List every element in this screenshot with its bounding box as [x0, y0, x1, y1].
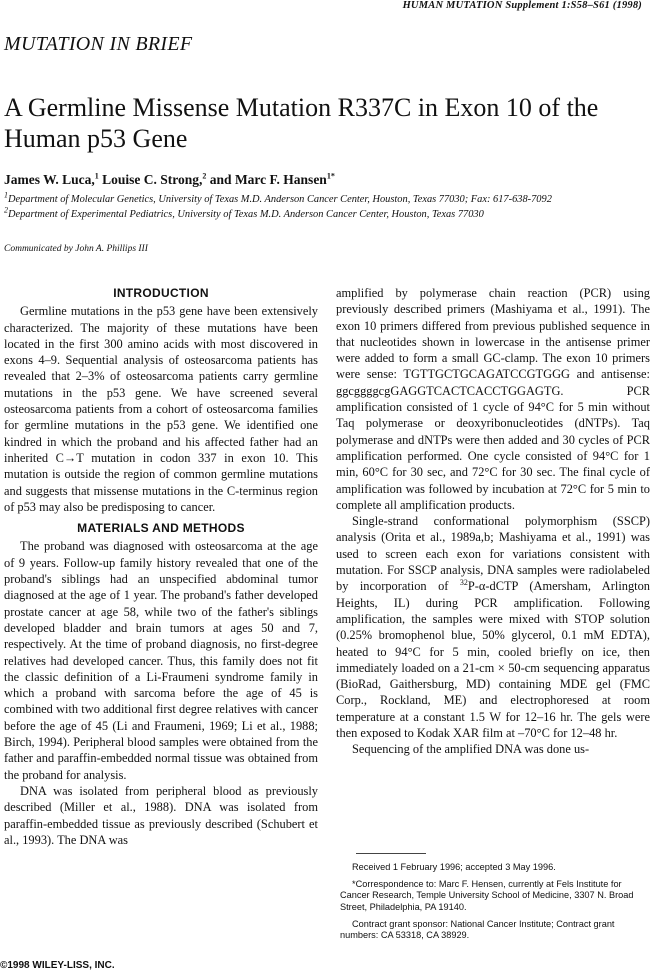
affiliation-mark: 1 — [4, 190, 8, 200]
author-affiliation-mark: 1 — [94, 171, 99, 181]
affiliation-text: Department of Molecular Genetics, University of Texas M.D. Anderson Cancer Center, Houston, Texas 77030; Fax: 617-638-7092 — [8, 194, 552, 205]
affiliation-2 — [4, 205, 646, 220]
section-label: MUTATION IN BRIEF — [4, 33, 193, 55]
affiliation-mark: 2 — [4, 205, 8, 215]
communicated-by: Communicated by John A. Phillips III — [4, 244, 148, 254]
sequencing-paragraph: Sequencing of the amplified DNA was done us- — [352, 742, 590, 757]
running-head: HUMAN MUTATION Supplement 1:S58–S61 (1998) — [402, 0, 642, 11]
left-column — [4, 285, 318, 848]
methods-paragraph-1: The proband was diagnosed with osteosarcoma at the age of 9 years. Follow-up family history revealed that one of the proband's siblings had an unspecified abdominal tumor diagnosed at the age of 1 year. The proband's father developed prostate cancer at age 58, while two of the father's siblings developed bladder and brain tumors at ages 50 and 7, respectively. At the time of proband diagnosis, no first-degree relatives had developed cancer. Thus, this family does not fit the classic definition of a Li-Fraumeni syndrome family in which a proband with sarcoma before the age of 45 is combined with two additional first degree relatives with cancer before the age of 45 (Li and Fraumeni, 1969; Li et al., 1988; Birch, 1994). Peripheral blood samples were obtained from the father and paraffin-embedded normal tissue was obtained from the proband for analysis. — [4, 539, 318, 782]
article-title: A Germline Missense Mutation R337C in Exon 10 of the Human p53 Gene — [4, 93, 599, 153]
author-name: and Marc F. Hansen — [206, 172, 327, 187]
author-name: Louise C. Strong, — [98, 172, 203, 187]
author-name: James W. Luca, — [4, 172, 95, 187]
footnote-received: Received 1 February 1996; accepted 3 May 1996. — [352, 862, 556, 872]
author-affiliation-mark: 2 — [202, 171, 207, 181]
footnote-correspondence: *Correspondence to: Marc F. Hensen, currently at Fels Institute for Cancer Research, Temple University School of Medicine, 3307 N. Broad Street, Philadelphia, PA 19140. — [340, 879, 634, 912]
footnote-divider — [356, 853, 426, 854]
affiliation-1 — [4, 190, 646, 205]
author-list — [4, 172, 335, 188]
footnote-grant: Contract grant sponsor: National Cancer Institute; Contract grant numbers: CA 53318, CA 38929. — [340, 918, 615, 941]
intro-paragraph: Germline mutations in the p53 gene have been extensively characterized. The majority of these mutations have been located in the first 300 amino acids with most discovered in exons 4–9. Sequential analysis of osteosarcoma patients has revealed that 2–3% of osteosarcoma patients carry germline mutations in the p53 gene. We have screened several osteosarcoma patients from a cohort of osteosarcoma families for germline mutations in the p53 gene. We identified one kindred in which the proband and his affected father had an inherited C→T mutation in codon 337 in exon 10. This mutation is outside the region of common germline mutations and suggests that missense mutations in the C-terminus region of p53 may also be predisposing to cancer. — [4, 304, 318, 514]
copyright-notice: ©1998 WILEY-LISS, INC. — [0, 960, 115, 971]
methods-paragraph-continued: amplified by polymerase chain reaction (PCR) using previously described primers (Mashiyama et al., 1991). The exon 10 primers differed from previous published sequence in that nucleotides shown in lowercase in the antisense primer were added to form a small GC-clamp. The exon 10 primers were sense: TGTTGCTGCAGATCCGTGGG and antisense: ggcggggcgGAGGTCACTCACCTGGAGTG. PCR amplification consisted of 1 cycle of 94°C for 5 min without Taq polymerase or deoxyribonucleotides (dNTPs). Taq polymerase and dNTPs were then added and 30 cycles of PCR amplification performed. One cycle consisted of 94°C for 1 min, 60°C for 30 sec, and 72°C for 30 sec. The final cycle of amplification was followed by incubation at 72°C for 5 min to complete all amplification products. — [336, 286, 650, 512]
right-column — [336, 285, 650, 758]
methods-paragraph-2: DNA was isolated from peripheral blood as previously described (Miller et al., 1988). DNA was isolated from paraffin-embedded tissue as previously described (Schubert et al., 1993). The DNA was — [4, 783, 318, 847]
author-affiliation-mark: 1* — [326, 171, 335, 181]
affiliation-text: Department of Experimental Pediatrics, University of Texas M.D. Anderson Cancer Center, Houston, Texas 77030 — [8, 209, 484, 220]
footnotes — [340, 862, 646, 947]
sscp-text-b: P-α-dCTP (Amersham, Arlington Heights, IL) during PCR amplification. Following amplification, the samples were mixed with STOP solution (0.25% bromophenol blue, 50% glycerol, 0.1 mM EDTA), heated to 94°C for 5 min, cooled briefly on ice, then immediately loaded on a 21-cm × 50-cm sequencing apparatus (BioRad, Gaithersburg, MD) containing MDE gel (FMC Corp., Rockland, ME) and electrophoresed at room temperature at a constant 1.5 W for 12–16 hr. The gels were then exposed to Kodak XAR film at –70°C for 12–48 hr. — [336, 579, 650, 741]
sscp-paragraph — [336, 513, 650, 741]
isotope-superscript: 32 — [459, 578, 468, 588]
section-heading-methods: MATERIALS AND METHODS — [77, 521, 245, 536]
section-heading-introduction: INTRODUCTION — [113, 286, 209, 300]
sscp-text-a: Single-strand conformational polymorphism (SSCP) analysis (Orita et al., 1989a,b; Mashiyama et al., 1991) was used to screen each exon for variations consistent with mutation. For SSCP analysis, DNA samples were radiolabeled by incorporation of — [336, 514, 650, 594]
